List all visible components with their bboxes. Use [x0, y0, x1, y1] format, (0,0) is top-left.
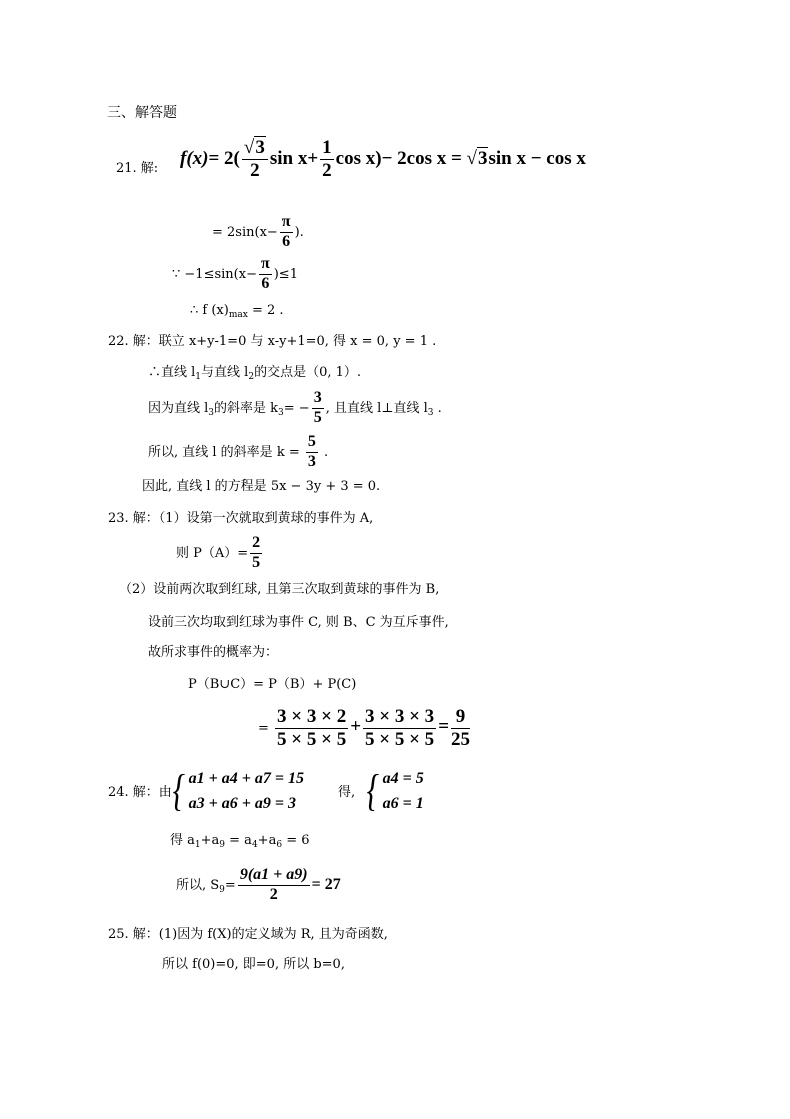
q24-system2: { a4 = 5 a6 = 1	[366, 766, 424, 815]
q25-line1: 25. 解：(1)因为 f(X)的定义域为 R, 且为奇函数,	[108, 927, 388, 942]
q24-sys2-eq1: a4 = 5	[382, 770, 424, 787]
q21-label: 21. 解:	[116, 161, 159, 176]
q23-line5: 故所求事件的概率为：	[148, 645, 279, 660]
q24-label: 24. 解：由	[108, 785, 172, 800]
q24-sys1-eq1: a1 + a4 + a7 = 15	[188, 770, 304, 787]
q24-get: 得,	[338, 785, 356, 800]
q24-line2: 得 $a_1+a_9 = a_4+a_6 = 6$	[170, 833, 310, 850]
q22-line1: 22. 解：联立 x+y-1=0 与 x-y+1=0, 得 x = 0, y = 1 .	[108, 334, 437, 349]
q23-line6: P（B∪C）= P（B）+ P(C)	[188, 677, 357, 692]
q23-line2: 则 P（A）= $\frac{2}{5}$	[176, 534, 261, 571]
q22-line2: ∴直线 $l_1$与直线 $l_2$的交点是（0, 1）.	[148, 365, 362, 382]
q23-line3: （2）设前两次取到红球, 且第三次取到黄球的事件为 B,	[119, 582, 440, 597]
q24-line3: 所以, $S_9=$ $\frac{9(a1 + a9)}{2}$ = 27	[176, 866, 341, 903]
q24-sys1-eq2: a3 + a6 + a9 = 3	[188, 795, 296, 812]
q22-line5: 因此, 直线 l 的方程是 5x − 3y + 3 = 0.	[142, 479, 381, 494]
q24-sys2-eq2: a6 = 1	[382, 795, 424, 812]
q21-line3: ∵ −1≤sin(x− $\frac{\pi}{6}$ )≤1	[172, 255, 298, 292]
q24-system1: { a1 + a4 + a7 = 15 a3 + a6 + a9 = 3	[172, 766, 304, 815]
section-title: 三、解答题	[107, 105, 177, 121]
q21-line2: = 2sin(x− $\frac{\pi}{6}$ ).	[212, 213, 304, 250]
q25-line2: 所以 f(0)=0, 即=0, 所以 b=0,	[162, 957, 345, 972]
q22-line4: 所以, 直线 l 的斜率是 k = $\frac{5}{3}$ .	[148, 433, 329, 470]
q21-line4: ∴ f $(x)_{max} = 2$ .	[190, 303, 284, 320]
q23-line4: 设前三次均取到红球为事件 C, 则 B、C 为互斥事件,	[148, 615, 449, 630]
q23-line1: 23. 解：（1）设第一次就取到黄球的事件为 A,	[108, 511, 374, 526]
q22-line3: 因为直线 $l_3$的斜率是 $k_3=$ − $\frac{3}{5}$ , 且直线 l⊥直线 $l_3$ .	[148, 389, 442, 426]
q23-line7: = $\frac{3 \times 3 \times 2}{5 \times 5 \times 5}$ + $\frac{3 \times 3 \times 3}{5 \times 5 \times 5}$ = $\frac{9}{25}$	[258, 706, 471, 750]
q21-formula-line1: f(x)= 2( $\frac{√3}{2}$ sin x+ $\frac{1}{2}$ cos x)− 2cos x = √3sin x − cos x	[180, 137, 586, 181]
